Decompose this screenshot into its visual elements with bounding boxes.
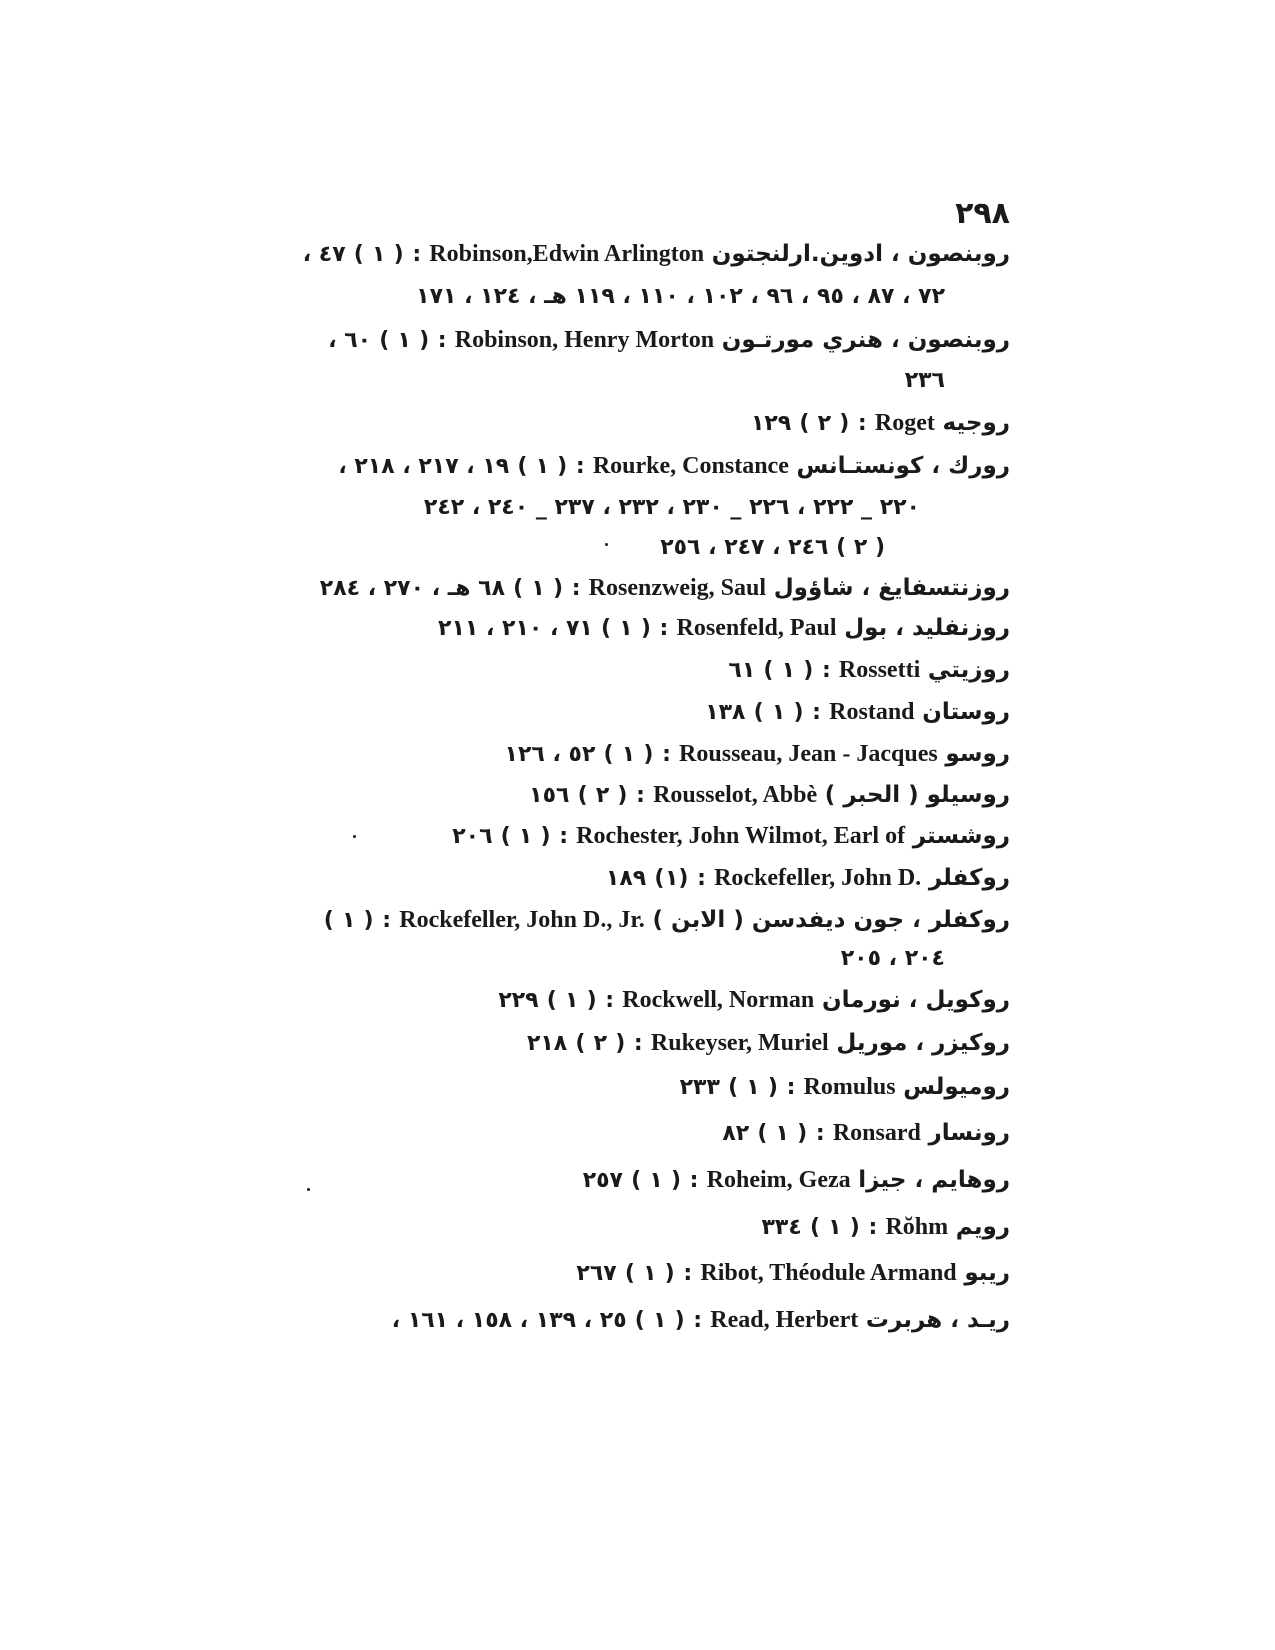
- index-entry: [270, 1253, 1010, 1293]
- entry-arabic-name: ريـد ، هربرت: [865, 1307, 1010, 1333]
- entry-arabic-name: روكفلر: [928, 865, 1010, 891]
- index-entry: [270, 608, 1010, 648]
- entry-latin-name: Roget: [874, 410, 935, 436]
- entry-latin-name: Rockefeller, John D.: [714, 865, 922, 891]
- entry-latin-name: Rŏhm: [885, 1214, 949, 1240]
- entry-latin-name: Rourke, Constance: [592, 453, 789, 479]
- entry-arabic-name: روكيزر ، موريل: [836, 1030, 1010, 1056]
- index-entry: [270, 403, 1010, 443]
- entry-latin-name: Robinson, Henry Morton: [454, 327, 715, 353]
- index-entry: [270, 1300, 1010, 1340]
- print-speck: [605, 543, 608, 546]
- index-entry: [270, 775, 1010, 815]
- entry-latin-name: Roheim, Geza: [706, 1167, 851, 1193]
- entry-page-refs: : ( ١ ) ٢٢٩: [498, 988, 615, 1013]
- entry-page-refs: : ( ١ ): [323, 908, 392, 933]
- entry-latin-name: Rossetti: [838, 657, 921, 683]
- index-entry: [270, 1067, 1010, 1107]
- entry-page-refs: : ( ١ ) ٦٨ هـ ، ٢٧٠ ، ٢٨٤: [319, 576, 581, 601]
- entry-latin-name: Romulus: [803, 1074, 896, 1100]
- entry-arabic-name: روسو: [945, 741, 1010, 767]
- continuation-page-refs: ٢٣٦: [904, 368, 945, 393]
- entry-page-refs: : ( ١ ) ٣٣٤: [761, 1215, 878, 1240]
- entry-arabic-name: روزنتسفايغ ، شاؤول: [773, 575, 1010, 601]
- index-entry: [270, 900, 1010, 940]
- entry-latin-name: Ribot, Théodule Armand: [700, 1260, 957, 1286]
- entry-page-refs: : (١) ١٨٩: [605, 866, 707, 891]
- entry-latin-name: Rockefeller, John D., Jr.: [399, 907, 645, 933]
- index-entry-continuation: [270, 487, 920, 527]
- entry-arabic-name: روشستر: [912, 823, 1010, 849]
- entry-arabic-name: روزنفليد ، بول: [844, 615, 1010, 641]
- index-entry-continuation: [270, 938, 945, 978]
- entry-page-refs: : ( ٢ ) ١٢٩: [750, 411, 868, 436]
- print-speck: [353, 835, 356, 838]
- entry-page-refs: : ( ١ ) ٢٥ ، ١٣٩ ، ١٥٨ ، ١٦١ ،: [391, 1308, 703, 1333]
- page-number: ٢٩٨: [955, 196, 1010, 231]
- entry-page-refs: : ( ١ ) ٢٣٣: [679, 1075, 796, 1100]
- index-entry: [270, 650, 1010, 690]
- entry-arabic-name: روكفلر ، جون ديفدسن ( الابن ): [652, 907, 1010, 933]
- entry-page-refs: : ( ١ ) ٢٠٦: [452, 824, 569, 849]
- continuation-page-refs: ٢٢٠ _ ٢٢٢ ، ٢٢٦ _ ٢٣٠ ، ٢٣٢ ، ٢٣٧ _ ٢٤٠ ، ٢٤٢: [423, 495, 920, 520]
- entry-arabic-name: روستان: [922, 699, 1010, 725]
- index-entry: [270, 234, 1010, 274]
- entry-latin-name: Rosenzweig, Saul: [588, 575, 767, 601]
- continuation-page-refs: ٢٠٤ ، ٢٠٥: [840, 946, 945, 971]
- index-entry: [270, 858, 1010, 898]
- entry-latin-name: Ronsard: [832, 1120, 921, 1146]
- entry-arabic-name: روسيلو ( الحبر ): [824, 782, 1010, 808]
- index-entry: [270, 320, 1010, 360]
- index-entry: [270, 1207, 1010, 1247]
- index-entry: [270, 734, 1010, 774]
- entry-page-refs: : ( ١ ) ٢٦٧: [576, 1261, 693, 1286]
- entry-arabic-name: روميولس: [903, 1074, 1010, 1100]
- print-speck: [307, 1188, 310, 1191]
- entry-latin-name: Rousselot, Abbè: [653, 782, 818, 808]
- index-entry: [270, 692, 1010, 732]
- entry-latin-name: Read, Herbert: [710, 1307, 859, 1333]
- entry-page-refs: : ( ١ ) ٤٧ ،: [302, 242, 422, 267]
- entry-arabic-name: روهايم ، جيزا: [858, 1167, 1010, 1193]
- continuation-page-refs: ( ٢ ) ٢٤٦ ، ٢٤٧ ، ٢٥٦: [660, 535, 885, 560]
- index-entry: [270, 1160, 1010, 1200]
- entry-arabic-name: روبنصون ، ادوين.ارلنجتون: [711, 241, 1010, 267]
- entry-page-refs: : ( ١ ) ٢٥٧: [582, 1168, 699, 1193]
- index-entry: [270, 980, 1010, 1020]
- entry-arabic-name: روجيه: [942, 410, 1010, 436]
- entry-page-refs: : ( ١ ) ٦١: [728, 658, 832, 683]
- index-entry: [270, 1113, 1010, 1153]
- entry-page-refs: : ( ١ ) ٥٢ ، ١٢٦: [504, 742, 672, 767]
- entry-page-refs: : ( ٢ ) ٢١٨: [526, 1031, 644, 1056]
- entry-arabic-name: روكويل ، نورمان: [821, 987, 1010, 1013]
- continuation-page-refs: ٧٢ ، ٨٧ ، ٩٥ ، ٩٦ ، ١٠٢ ، ١١٠ ، ١١٩ هـ ، ١٢٤ ، ١٧١: [416, 284, 945, 309]
- entry-latin-name: Rochester, John Wilmot, Earl of: [576, 823, 906, 849]
- entry-latin-name: Rukeyser, Muriel: [650, 1030, 829, 1056]
- index-entry: [270, 446, 1010, 486]
- entry-latin-name: Rostand: [829, 699, 915, 725]
- index-entry: [270, 568, 1010, 608]
- entry-latin-name: Rousseau, Jean - Jacques: [679, 741, 938, 767]
- entry-arabic-name: ريبو: [964, 1260, 1010, 1286]
- entry-arabic-name: رونسار: [928, 1120, 1010, 1146]
- entry-page-refs: : ( ١ ) ٧١ ، ٢١٠ ، ٢١١: [438, 616, 669, 641]
- index-entry: [270, 816, 1010, 856]
- entry-latin-name: Rockwell, Norman: [622, 987, 815, 1013]
- index-entry-continuation: [270, 276, 945, 316]
- entry-arabic-name: رورك ، كونستـانس: [796, 453, 1010, 479]
- entry-arabic-name: روبنصون ، هنري مورتـون: [721, 327, 1010, 353]
- index-entry-continuation: [270, 360, 945, 400]
- entry-latin-name: Rosenfeld, Paul: [676, 615, 837, 641]
- index-entry: [270, 1023, 1010, 1063]
- index-entry-continuation: [270, 527, 885, 567]
- entry-page-refs: : ( ١ ) ١٩ ، ٢١٧ ، ٢١٨ ،: [338, 454, 586, 479]
- entry-arabic-name: رويم: [955, 1214, 1010, 1240]
- entry-arabic-name: روزيتي: [927, 657, 1010, 683]
- entry-page-refs: : ( ١ ) ٨٢: [722, 1121, 826, 1146]
- entry-latin-name: Robinson,Edwin Arlington: [429, 241, 705, 267]
- entry-page-refs: : ( ١ ) ١٣٨: [705, 700, 822, 725]
- entry-page-refs: : ( ١ ) ٦٠ ،: [328, 328, 448, 353]
- entry-page-refs: : ( ٢ ) ١٥٦: [529, 783, 646, 808]
